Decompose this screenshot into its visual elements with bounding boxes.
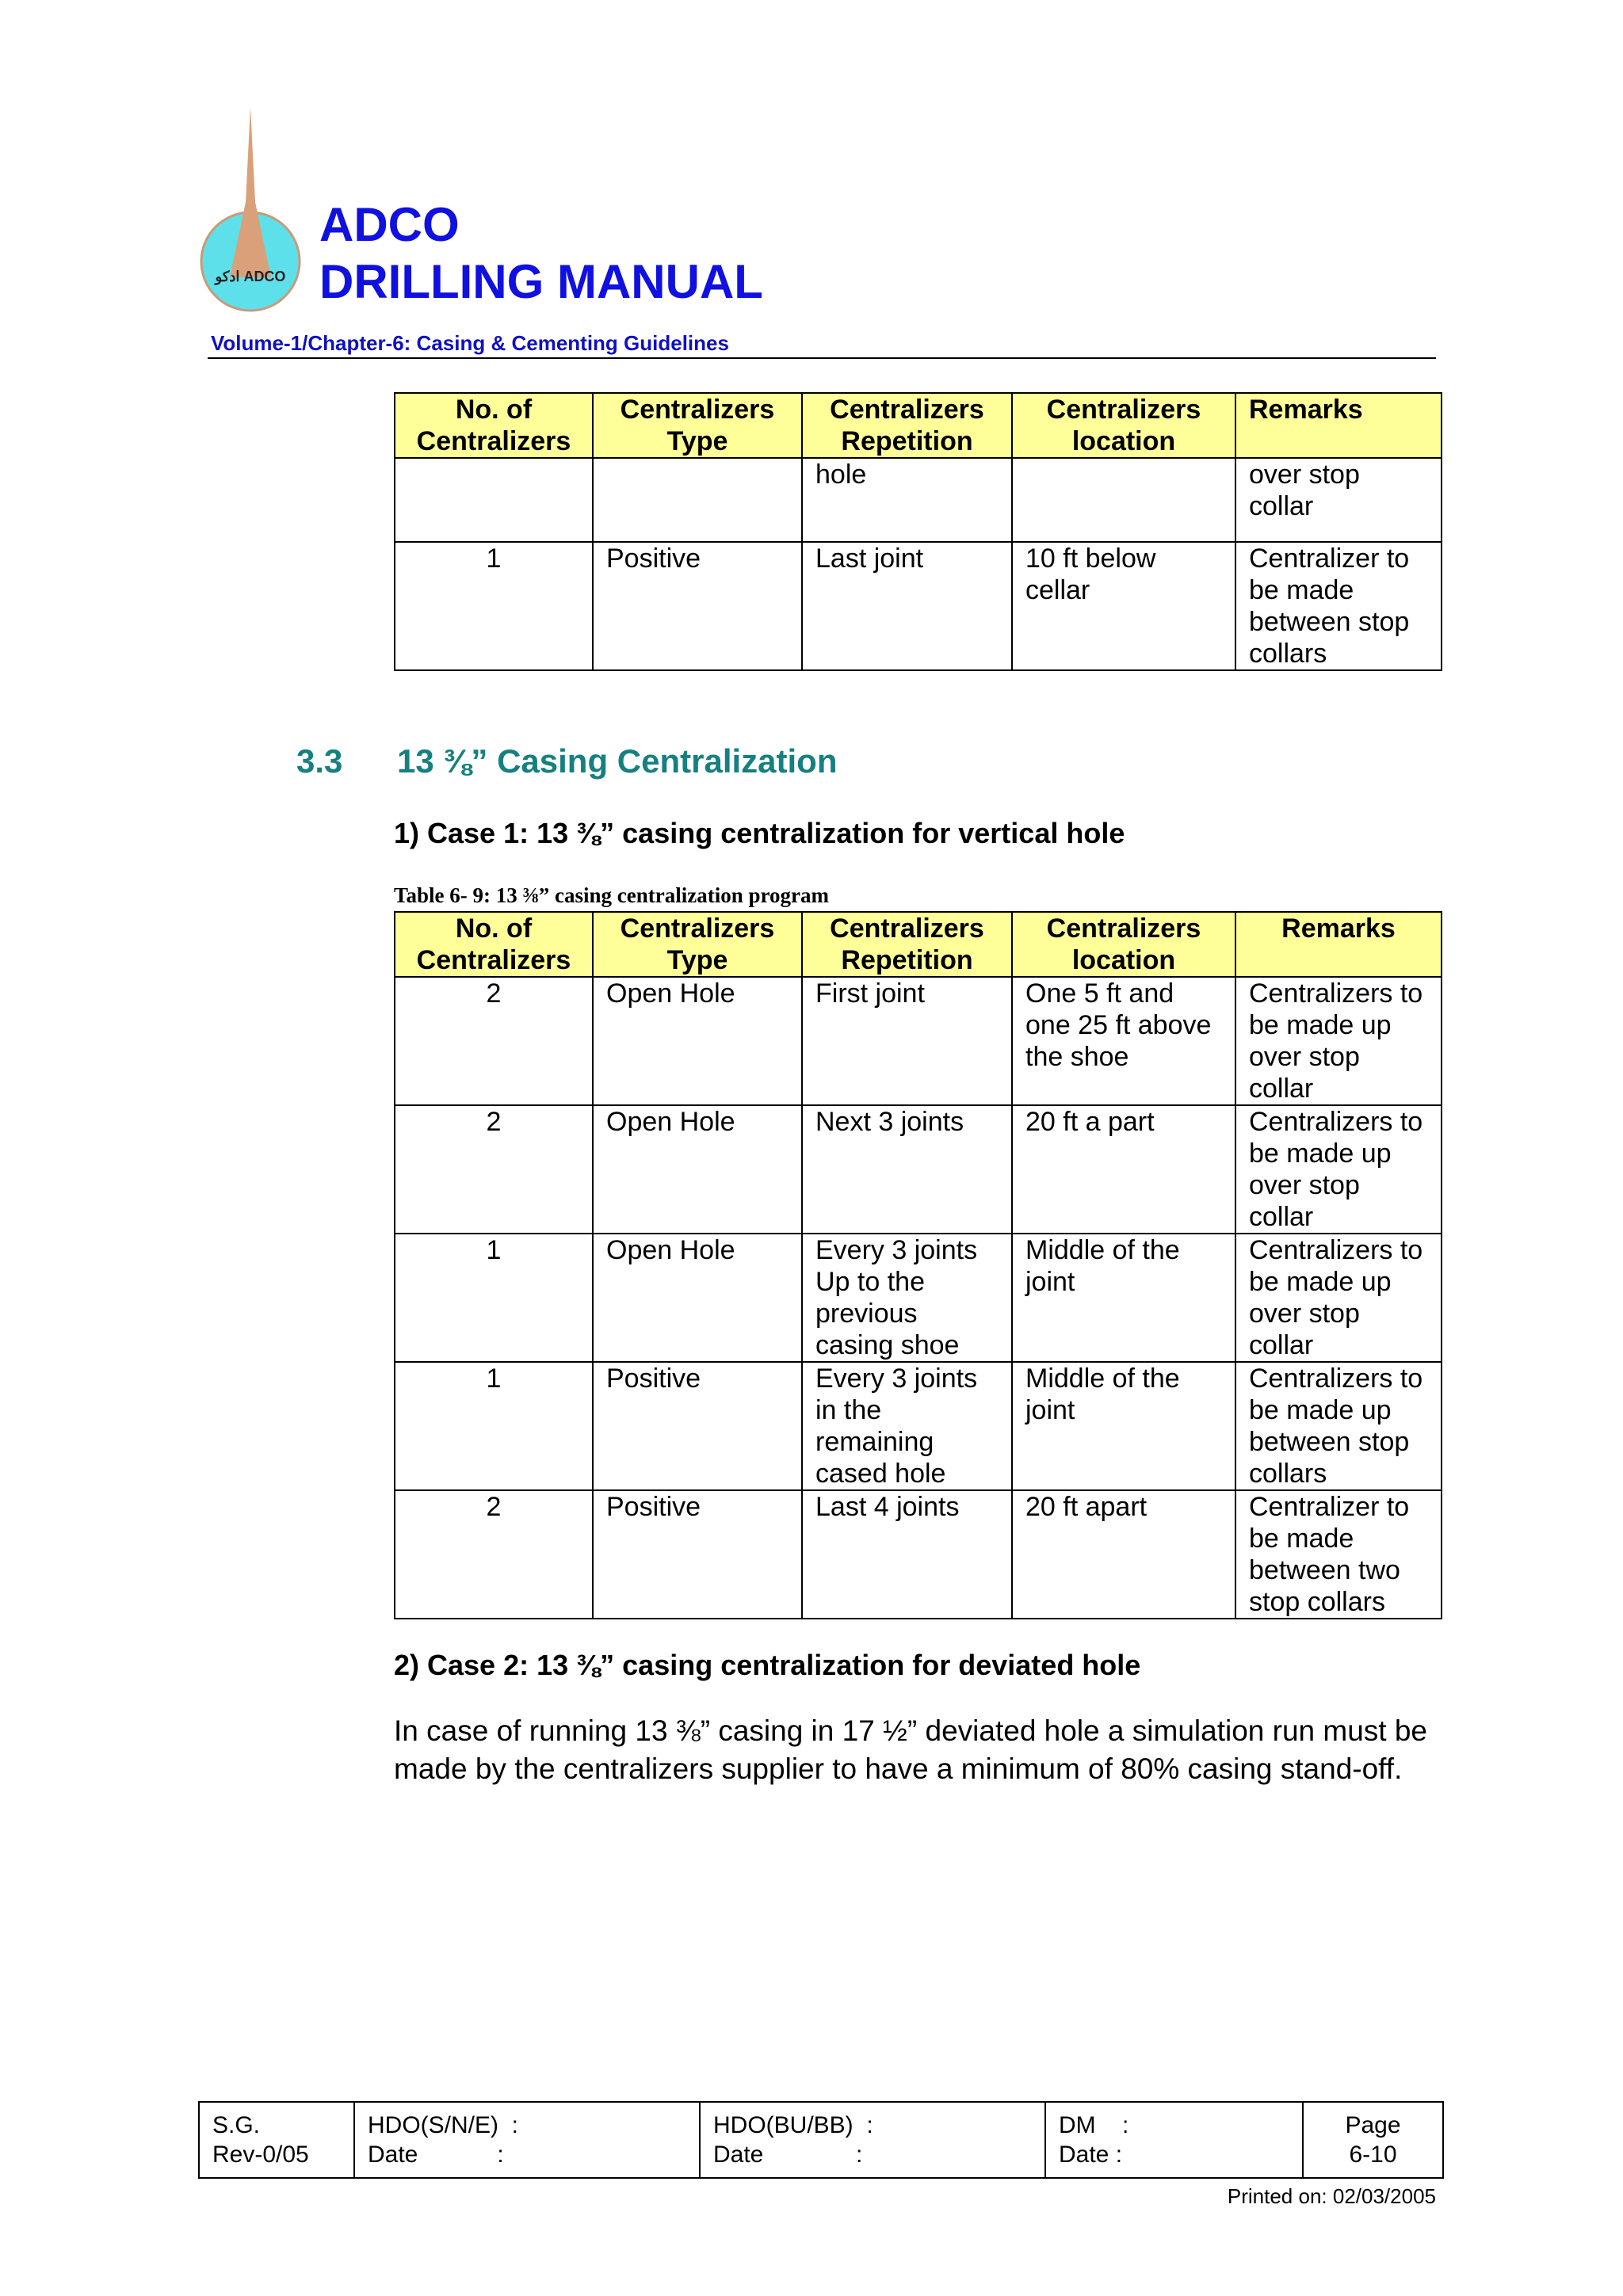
table-row (395, 1490, 1442, 1619)
header-cell: Centralizers location (1012, 912, 1235, 977)
header-cell: Remarks (1235, 393, 1442, 458)
logo-text: ادكو ADCO (215, 269, 286, 284)
footer-cell-page (1303, 2102, 1443, 2178)
table-cell: over stop collar (1235, 458, 1442, 542)
header-cell: Centralizers Type (593, 912, 802, 977)
table-header-row (395, 393, 1442, 458)
table-cell: 1 (395, 542, 593, 670)
table-cell: Centralizer to be made between two stop collars (1235, 1490, 1442, 1619)
case-1-heading: 1) Case 1: 13 ⅜” casing centralization for vertical hole (394, 817, 1125, 849)
continued-centralization-table (394, 392, 1442, 671)
table-cell (1012, 458, 1235, 542)
table-cell: 2 (395, 1105, 593, 1234)
hdo-bubb-label: HDO(BU/BB) : (713, 2112, 873, 2138)
header-cell: Centralizers Repetition (802, 912, 1012, 977)
page-label: Page (1345, 2112, 1401, 2138)
header-cell: Remarks (1235, 912, 1442, 977)
table-cell: Open Hole (593, 1234, 802, 1362)
date-label: Date : (1059, 2142, 1123, 2168)
adco-logo-icon (198, 107, 303, 313)
table-row (395, 542, 1442, 670)
brand-line-2: DRILLING MANUAL (319, 255, 763, 308)
centralization-program-table (394, 911, 1442, 1619)
date-label: Date : (368, 2142, 504, 2168)
dm-label: DM : (1059, 2112, 1129, 2138)
sg-label: S.G. (212, 2112, 261, 2138)
chapter-subtitle: Volume-1/Chapter-6: Casing & Cementing Guidelines (211, 331, 729, 355)
header-cell: No. of Centralizers (395, 912, 593, 977)
revision-label: Rev-0/05 (212, 2142, 309, 2168)
table-cell: Next 3 joints (802, 1105, 1012, 1234)
footer-table (198, 2101, 1444, 2179)
header-cell: Centralizers Repetition (802, 393, 1012, 458)
header-divider (208, 357, 1436, 359)
table-cell: Centralizers to be made up over stop collar (1235, 1105, 1442, 1234)
footer-cell-sg (199, 2102, 354, 2178)
table-cell: Open Hole (593, 1105, 802, 1234)
brand-line-1: ADCO (319, 198, 460, 251)
footer-cell-hdo-bubb (700, 2102, 1045, 2178)
table-cell: hole (802, 458, 1012, 542)
date-label: Date : (713, 2142, 863, 2168)
table-row (395, 1362, 1442, 1490)
table-cell: Centralizers to be made up over stop collar (1235, 1234, 1442, 1362)
table-cell: Every 3 joints in the remaining cased hole (802, 1362, 1012, 1490)
table-cell: 1 (395, 1234, 593, 1362)
table-row (395, 1234, 1442, 1362)
table-cell: 2 (395, 977, 593, 1105)
footer-cell-hdo-sne (354, 2102, 700, 2178)
header-cell: Centralizers Type (593, 393, 802, 458)
section-title: 13 ⅜” Casing Centralization (397, 742, 838, 780)
body-paragraph: In case of running 13 ⅜” casing in 17 ½” deviated hole a simulation run must be made by the centralizers supplier to have a minimum of 80% casing stand-off. (394, 1714, 1427, 1785)
table-header-row (395, 912, 1442, 977)
table-cell: 20 ft apart (1012, 1490, 1235, 1619)
hdo-sne-label: HDO(S/N/E) : (368, 2112, 519, 2138)
table-cell: Centralizer to be made between stop collars (1235, 542, 1442, 670)
table-caption: Table 6- 9: 13 ⅜” casing centralization program (394, 883, 829, 907)
table-cell: Centralizers to be made up over stop collar (1235, 977, 1442, 1105)
header-cell: Centralizers location (1012, 393, 1235, 458)
table-row (395, 458, 1442, 542)
table-cell: Middle of the joint (1012, 1234, 1235, 1362)
table-cell: Every 3 joints Up to the previous casing shoe (802, 1234, 1012, 1362)
table-cell: 20 ft a part (1012, 1105, 1235, 1234)
table-cell: Positive (593, 1362, 802, 1490)
table-cell: Positive (593, 1490, 802, 1619)
brand-title (319, 196, 763, 311)
table-cell: Open Hole (593, 977, 802, 1105)
table-cell: 2 (395, 1490, 593, 1619)
header-cell: No. of Centralizers (395, 393, 593, 458)
table-cell (395, 458, 593, 542)
page-number: 6-10 (1349, 2142, 1397, 2168)
table-cell: Positive (593, 542, 802, 670)
table-cell: First joint (802, 977, 1012, 1105)
table-cell: One 5 ft and one 25 ft above the shoe (1012, 977, 1235, 1105)
table-cell: Middle of the joint (1012, 1362, 1235, 1490)
table-cell (593, 458, 802, 542)
footer-row (199, 2102, 1443, 2178)
table-cell: 1 (395, 1362, 593, 1490)
table-cell: Last joint (802, 542, 1012, 670)
printed-date: Printed on: 02/03/2005 (1227, 2184, 1436, 2208)
section-number: 3.3 (296, 742, 343, 780)
table-row (395, 1105, 1442, 1234)
case-2-heading: 2) Case 2: 13 ⅜” casing centralization for deviated hole (394, 1649, 1141, 1681)
table-cell: Centralizers to be made up between stop collars (1235, 1362, 1442, 1490)
table-cell: Last 4 joints (802, 1490, 1012, 1619)
table-row (395, 977, 1442, 1105)
table-cell: 10 ft below cellar (1012, 542, 1235, 670)
footer-cell-dm (1045, 2102, 1303, 2178)
